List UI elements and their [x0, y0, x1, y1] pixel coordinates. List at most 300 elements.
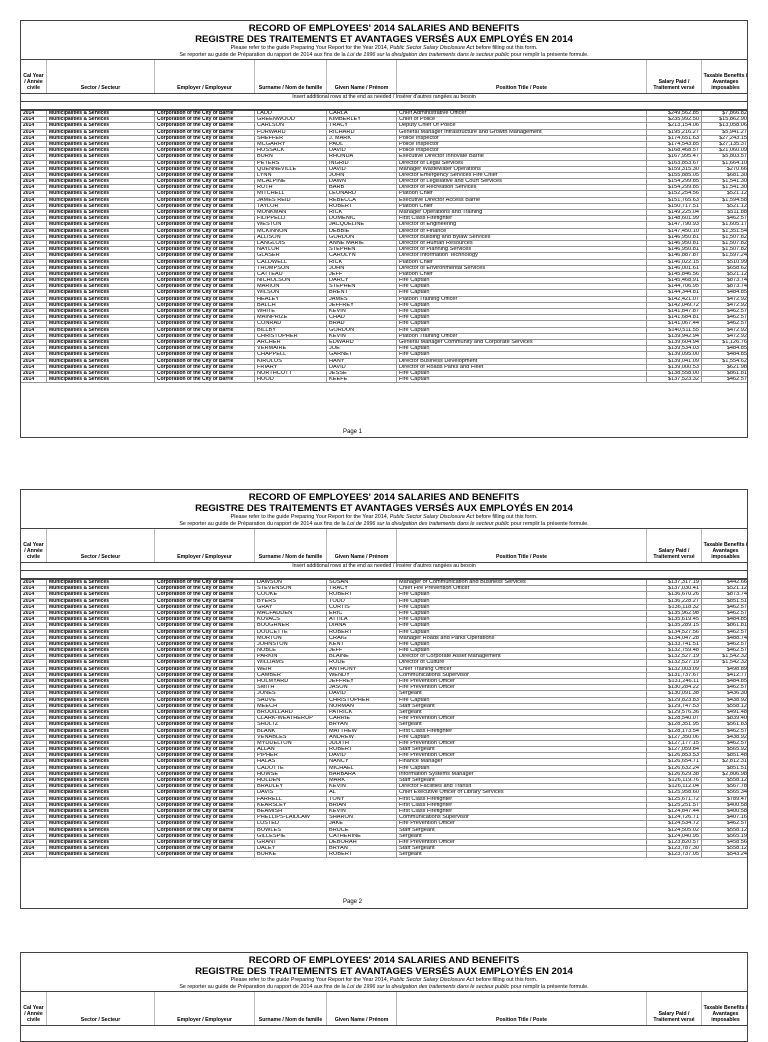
cell-year: 2014 [21, 377, 47, 382]
cell-salary: $126,632.24 [647, 766, 702, 771]
cell-given-name: JOHN [327, 173, 397, 178]
cell-given-name: CRAIG [327, 636, 397, 641]
cell-salary: $126,654.71 [647, 759, 702, 764]
cell-year: 2014 [21, 747, 47, 752]
cell-benefits: $851.51 [726, 765, 747, 771]
cell-sector: Municipalities & Services [47, 130, 155, 135]
cell-year: 2014 [21, 691, 47, 696]
table-row [21, 852, 747, 858]
cell-year: 2014 [21, 654, 47, 659]
cell-sector: Municipalities & Services [47, 371, 155, 376]
cell-employer: Corporation of the City of Barrie [155, 815, 255, 820]
cell-position: Fire Captain [397, 599, 647, 604]
cell-given-name: REBECCA [327, 198, 397, 203]
report-page-1 [20, 20, 748, 438]
cell-surname: LYNN [255, 173, 327, 178]
cell-salary: $167,995.47 [647, 154, 702, 159]
cell-given-name: ROBERT [327, 592, 397, 597]
cell-year: 2014 [21, 167, 47, 172]
cell-year: 2014 [21, 117, 47, 122]
cell-benefits: $1,542.32 [722, 654, 747, 660]
cell-surname: GRANT [255, 840, 327, 845]
cell-given-name: EDWARD [327, 340, 397, 345]
cell-year: 2014 [21, 846, 47, 851]
cell-position: Director of Planning Services [397, 247, 647, 252]
cell-employer: Corporation of the City of Barrie [155, 790, 255, 795]
cell-salary: $124,040.95 [647, 834, 702, 839]
guide-note-en: Please refer to the guide Preparing Your Report for the Year 2014, Public Sector Salary Disclosure Act before filling out this form. [230, 45, 538, 51]
cell-benefits: $521.12 [726, 586, 747, 592]
cell-surname: LUSTED [255, 821, 327, 826]
cell-position: Fire Captain [397, 328, 647, 333]
cell-benefits: $851.51 [726, 598, 747, 604]
cell-employer: Corporation of the City of Barrie [155, 334, 255, 339]
cell-employer: Corporation of the City of Barrie [155, 642, 255, 647]
cell-employer: Corporation of the City of Barrie [155, 834, 255, 839]
cell-salary: $142,049.72 [647, 303, 702, 308]
cell-position: Fire Captain [397, 321, 647, 326]
cell-salary: $135,962.98 [647, 611, 702, 616]
cell-sector: Municipalities & Services [47, 297, 155, 302]
cell-position: Fire Prevention Officer [397, 741, 647, 746]
cell-sector: Municipalities & Services [47, 803, 155, 808]
cell-sector: Municipalities & Services [47, 667, 155, 672]
cell-given-name: KEVIN [327, 334, 397, 339]
cell-employer: Corporation of the City of Barrie [155, 592, 255, 597]
cell-position: First Class Firefighter [397, 797, 647, 802]
cell-year: 2014 [21, 235, 47, 240]
cell-sector: Municipalities & Services [47, 654, 155, 659]
cell-employer: Corporation of the City of Barrie [155, 766, 255, 771]
cell-sector: Municipalities & Services [47, 136, 155, 141]
cell-salary: $213,154.06 [647, 123, 702, 128]
cell-benefits: $1,126.76 [722, 339, 747, 345]
cell-year: 2014 [21, 365, 47, 370]
cell-sector: Municipalities & Services [47, 303, 155, 308]
col-surname: Surname / Nom de famille [255, 60, 327, 93]
cell-given-name: LEONARD [327, 191, 397, 196]
cell-salary: $139,041.09 [647, 359, 702, 364]
col-given: Given Name / Prénom [327, 992, 397, 1025]
cell-sector: Municipalities & Services [47, 179, 155, 184]
cell-employer: Corporation of the City of Barrie [155, 117, 255, 122]
page-number: Page 2 [343, 899, 363, 905]
cell-position: Director Information Technology [397, 253, 647, 258]
cell-year: 2014 [21, 704, 47, 709]
cell-given-name: KENT [327, 642, 397, 647]
cell-sector: Municipalities & Services [47, 365, 155, 370]
cell-salary: $126,853.53 [647, 753, 702, 758]
column-headers [21, 991, 747, 1026]
cell-salary: $138,558.00 [647, 371, 702, 376]
cell-employer: Corporation of the City of Barrie [155, 272, 255, 277]
cell-benefits: $13,058.06 [719, 123, 747, 129]
cell-position: Fire Captain [397, 309, 647, 314]
cell-benefits: $438.92 [726, 734, 747, 740]
cell-given-name: DAVID [327, 753, 397, 758]
cell-year: 2014 [21, 722, 47, 727]
cell-given-name: JOHN [327, 266, 397, 271]
cell-position: Director of Recreation Services [397, 185, 647, 190]
cell-position: Fire Prevention Officer [397, 685, 647, 690]
cell-benefits: $1,664.10 [722, 160, 747, 166]
cell-salary: $146,887.87 [647, 253, 702, 258]
cell-given-name: SHARON [327, 815, 397, 820]
cell-year: 2014 [21, 352, 47, 357]
guide-note-fr: Se reporter au guide de Préparation du rapport de 2014 aux fins de la Loi de 1996 sur la divulgation des traitements dans le secteur public pour remplir la présente formule. [179, 984, 589, 990]
cell-employer: Corporation of the City of Barrie [155, 346, 255, 351]
cell-benefits: $851.48 [726, 753, 747, 759]
cell-sector: Municipalities & Services [47, 185, 155, 190]
cell-salary: $136,670.26 [647, 592, 702, 597]
cell-year: 2014 [21, 111, 47, 116]
cell-surname: SMITH [255, 685, 327, 690]
cell-employer: Corporation of the City of Barrie [155, 667, 255, 672]
cell-employer: Corporation of the City of Barrie [155, 321, 255, 326]
blank-row [21, 571, 747, 579]
cell-sector: Municipalities & Services [47, 766, 155, 771]
cell-employer: Corporation of the City of Barrie [155, 580, 255, 585]
col-surname: Surname / Nom de famille [255, 992, 327, 1025]
cell-salary: $146,950.81 [647, 241, 702, 246]
cell-position: Fire Captain [397, 611, 647, 616]
cell-salary: $154,299.85 [647, 179, 702, 184]
cell-benefits: $472.92 [726, 296, 747, 302]
cell-salary: $146,950.81 [647, 247, 702, 252]
cell-surname: GRAY [255, 605, 327, 610]
cell-salary: $146,950.81 [647, 235, 702, 240]
cell-employer: Corporation of the City of Barrie [155, 167, 255, 172]
cell-benefits: $484.85 [726, 352, 747, 358]
cell-surname: HOSSACK [255, 148, 327, 153]
cell-year: 2014 [21, 340, 47, 345]
cell-salary: $129,823.83 [647, 698, 702, 703]
cell-sector: Municipalities & Services [47, 247, 155, 252]
cell-benefits: $484.85 [726, 617, 747, 623]
cell-surname: VENABLES [255, 735, 327, 740]
cell-benefits: $789.47 [726, 796, 747, 802]
cell-position: Police Inspector [397, 136, 647, 141]
blank-row [21, 102, 747, 110]
cell-year: 2014 [21, 309, 47, 314]
cell-benefits: $561.83 [726, 722, 747, 728]
cell-surname: BURN [255, 154, 327, 159]
cell-position: Fire Prevention Officer [397, 679, 647, 684]
cell-employer: Corporation of the City of Barrie [155, 185, 255, 190]
cell-position: Sergeant [397, 710, 647, 715]
cell-year: 2014 [21, 260, 47, 265]
cell-salary: $126,629.38 [647, 772, 702, 777]
cell-surname: CHAPPELL [255, 352, 327, 357]
cell-year: 2014 [21, 210, 47, 215]
cell-surname: NICHOLSON [255, 278, 327, 283]
cell-salary: $141,067.44 [647, 321, 702, 326]
cell-surname: STEVENSON [255, 586, 327, 591]
cell-surname: HALAS [255, 759, 327, 764]
cell-year: 2014 [21, 586, 47, 591]
cell-position: Director of Legal Services [397, 161, 647, 166]
cell-benefits: $462.57 [726, 321, 747, 327]
cell-benefits: $270.66 [726, 166, 747, 172]
cell-benefits: $543.24 [726, 852, 747, 858]
cell-benefits: $27,135.37 [719, 141, 747, 147]
cell-given-name: AL [327, 790, 397, 795]
col-position: Position Title / Poste [397, 992, 647, 1025]
cell-sector: Municipalities & Services [47, 173, 155, 178]
cell-salary: $123,820.57 [647, 840, 702, 845]
cell-position: Platoon Chief [397, 260, 647, 265]
cell-given-name: BARB [327, 185, 397, 190]
cell-salary: $127,177.15 [647, 741, 702, 746]
cell-benefits: $1,554.62 [722, 358, 747, 364]
cell-year: 2014 [21, 611, 47, 616]
cell-benefits: $873.74 [726, 592, 747, 598]
cell-surname: KEARSLEY [255, 803, 327, 808]
cell-sector: Municipalities & Services [47, 241, 155, 246]
cell-salary: $124,534.72 [647, 821, 702, 826]
col-year: Cal Year / Année civile [21, 529, 47, 562]
cell-surname: PARKIN [255, 654, 327, 659]
cell-sector: Municipalities & Services [47, 840, 155, 845]
cell-sector: Municipalities & Services [47, 123, 155, 128]
cell-sector: Municipalities & Services [47, 272, 155, 277]
cell-position: Director of Corporate Asset Management [397, 654, 647, 659]
cell-salary: $132,527.19 [647, 654, 702, 659]
cell-employer: Corporation of the City of Barrie [155, 154, 255, 159]
cell-year: 2014 [21, 679, 47, 684]
cell-sector: Municipalities & Services [47, 759, 155, 764]
cell-given-name: BRENT [327, 290, 397, 295]
cell-sector: Municipalities & Services [47, 334, 155, 339]
cell-employer: Corporation of the City of Barrie [155, 809, 255, 814]
cell-sector: Municipalities & Services [47, 710, 155, 715]
cell-position: Fire Prevention Officer [397, 753, 647, 758]
cell-employer: Corporation of the City of Barrie [155, 654, 255, 659]
cell-position: Director of Engineering [397, 222, 647, 227]
cell-employer: Corporation of the City of Barrie [155, 586, 255, 591]
cell-surname: CHRISTOPHER [255, 334, 327, 339]
cell-employer: Corporation of the City of Barrie [155, 229, 255, 234]
cell-given-name: CARLA [327, 111, 397, 116]
cell-sector: Municipalities & Services [47, 321, 155, 326]
cell-benefits: $442.66 [726, 580, 747, 585]
cell-given-name: ANNE MARIE [327, 241, 397, 246]
cell-year: 2014 [21, 229, 47, 234]
cell-surname: BALCH [255, 303, 327, 308]
cell-given-name: DIANA [327, 623, 397, 628]
cell-employer: Corporation of the City of Barrie [155, 698, 255, 703]
cell-employer: Corporation of the City of Barrie [155, 797, 255, 802]
cell-position: Director of Human Resources [397, 241, 647, 246]
cell-sector: Municipalities & Services [47, 154, 155, 159]
cell-year: 2014 [21, 130, 47, 135]
cell-year: 2014 [21, 599, 47, 604]
cell-salary: $125,958.60 [647, 790, 702, 795]
report-title-fr: REGISTRE DES TRAITEMENTS ET AVANTAGES VERSÉS AUX EMPLOYÉS EN 2014 [195, 503, 573, 514]
table-body [21, 110, 747, 383]
cell-benefits: $484.85 [726, 290, 747, 296]
cell-year: 2014 [21, 716, 47, 721]
cell-given-name: DOMENIC [327, 216, 397, 221]
cell-salary: $136,118.32 [647, 605, 702, 610]
cell-position: Chief Training Officer [397, 667, 647, 672]
cell-surname: MITCHELL [255, 191, 327, 196]
cell-position: Information Systems Manager [397, 772, 647, 777]
cell-salary: $127,059.84 [647, 747, 702, 752]
cell-benefits: $21,060.09 [719, 148, 747, 154]
cell-surname: FILIPPELLI [255, 216, 327, 221]
cell-given-name: ANTHONY [327, 667, 397, 672]
cell-employer: Corporation of the City of Barrie [155, 852, 255, 857]
cell-surname: HOLMYARD [255, 679, 327, 684]
table-body [21, 579, 747, 858]
cell-position: General Manager Infrastructure and Growth Management [397, 130, 647, 135]
cell-position: Police Inspector [397, 148, 647, 153]
cell-position: First Class Firefighter [397, 216, 647, 221]
cell-given-name: BRIAN [327, 803, 397, 808]
cell-surname: MORTON [255, 636, 327, 641]
col-salary: Salary Paid / Traitement versé [647, 992, 702, 1025]
cell-given-name: MATTHEW [327, 729, 397, 734]
cell-given-name: JASON [327, 685, 397, 690]
cell-salary: $135,619.45 [647, 617, 702, 622]
cell-sector: Municipalities & Services [47, 191, 155, 196]
cell-position: Manager of Communication and Business Services [397, 580, 647, 585]
cell-surname: DAWSON [255, 580, 327, 585]
cell-position: Chief Executive Officer of Library Services [397, 790, 647, 795]
cell-employer: Corporation of the City of Barrie [155, 611, 255, 616]
cell-surname: BROUILLARD [255, 710, 327, 715]
cell-surname: VERMAIRE [255, 346, 327, 351]
col-position: Position Title / Poste [397, 60, 647, 93]
cell-surname: NAYLOR [255, 247, 327, 252]
cell-position: Director of Legislative and Court Services [397, 179, 647, 184]
cell-year: 2014 [21, 852, 47, 857]
cell-benefits: $407.16 [726, 815, 747, 821]
cell-year: 2014 [21, 797, 47, 802]
cell-surname: KIROLOS [255, 359, 327, 364]
cell-sector: Municipalities & Services [47, 204, 155, 209]
cell-employer: Corporation of the City of Barrie [155, 365, 255, 370]
cell-position: Staff Sergeant [397, 778, 647, 783]
cell-benefits: $5,803.57 [722, 154, 747, 160]
cell-year: 2014 [21, 179, 47, 184]
cell-benefits: $621.98 [726, 364, 747, 370]
cell-given-name: JESSE [327, 371, 397, 376]
cell-position: Fire Captain [397, 377, 647, 382]
cell-position: Sergeant [397, 852, 647, 857]
cell-salary: $123,787.30 [647, 846, 702, 851]
cell-sector: Municipalities & Services [47, 359, 155, 364]
report-title-en: RECORD OF EMPLOYEES' 2014 SALARIES AND BENEFITS [248, 492, 520, 503]
cell-employer: Corporation of the City of Barrie [155, 660, 255, 665]
cell-benefits: $2,812.31 [722, 759, 747, 765]
cell-surname: WESTON [255, 222, 327, 227]
cell-surname: FARRELL [255, 797, 327, 802]
cell-employer: Corporation of the City of Barrie [155, 623, 255, 628]
cell-given-name: NORMAN [327, 704, 397, 709]
cell-salary: $128,351.95 [647, 722, 702, 727]
cell-given-name: JACQUELINE [327, 222, 397, 227]
cell-sector: Municipalities & Services [47, 698, 155, 703]
col-sector: Sector / Secteur [47, 60, 155, 93]
cell-given-name: ATTILA [327, 617, 397, 622]
guide-note-en: Please refer to the guide Preparing Your Report for the Year 2014, Public Sector Salary Disclosure Act before filling out this form. [230, 514, 538, 520]
cell-benefits: $436.30 [726, 691, 747, 697]
cell-year: 2014 [21, 673, 47, 678]
cell-employer: Corporation of the City of Barrie [155, 377, 255, 382]
cell-given-name: BRYAN [327, 846, 397, 851]
cell-surname: PIPHER [255, 753, 327, 758]
cell-employer: Corporation of the City of Barrie [155, 253, 255, 258]
cell-given-name: MARK [327, 778, 397, 783]
cell-sector: Municipalities & Services [47, 229, 155, 234]
cell-salary: $163,853.67 [647, 161, 702, 166]
cell-salary: $130,284.22 [647, 685, 702, 690]
cell-benefits: $1,507.82 [722, 234, 747, 240]
cell-surname: DAVIS [255, 790, 327, 795]
cell-sector: Municipalities & Services [47, 747, 155, 752]
cell-sector: Municipalities & Services [47, 772, 155, 777]
cell-benefits: $462.57 [726, 377, 747, 383]
cell-given-name: RICK [327, 210, 397, 215]
col-position: Position Title / Poste [397, 529, 647, 562]
cell-position: First Class Firefighter [397, 729, 647, 734]
cell-sector: Municipalities & Services [47, 253, 155, 258]
cell-benefits: $484.85 [726, 679, 747, 684]
cell-sector: Municipalities & Services [47, 198, 155, 203]
cell-position: Chief of Police [397, 117, 647, 122]
cell-surname: HOLDEN [255, 778, 327, 783]
cell-sector: Municipalities & Services [47, 617, 155, 622]
cell-benefits: $484.85 [726, 346, 747, 352]
cell-sector: Municipalities & Services [47, 352, 155, 357]
cell-given-name: RICK [327, 260, 397, 265]
cell-surname: CAMBER [255, 673, 327, 678]
cell-salary: $133,741.51 [647, 642, 702, 647]
cell-employer: Corporation of the City of Barrie [155, 198, 255, 203]
cell-year: 2014 [21, 346, 47, 351]
cell-employer: Corporation of the City of Barrie [155, 266, 255, 271]
cell-position: Fire Captain [397, 766, 647, 771]
cell-year: 2014 [21, 321, 47, 326]
cell-sector: Municipalities & Services [47, 821, 155, 826]
cell-year: 2014 [21, 667, 47, 672]
cell-year: 2014 [21, 784, 47, 789]
cell-position: Fire Captain [397, 278, 647, 283]
cell-salary: $151,765.63 [647, 198, 702, 203]
cell-sector: Municipalities & Services [47, 216, 155, 221]
cell-given-name: CAROLYN [327, 253, 397, 258]
cell-benefits: $462.57 [726, 216, 747, 222]
cell-benefits: $462.57 [726, 604, 747, 610]
cell-benefits: $462.57 [726, 629, 747, 635]
cell-surname: THOMPSON [255, 266, 327, 271]
cell-surname: FORWARD [255, 130, 327, 135]
cell-position: Fire Captain [397, 352, 647, 357]
cell-surname: BOWLES [255, 828, 327, 833]
cell-benefits: $15,862.90 [719, 117, 747, 123]
col-benefits: Taxable Benefits / Avantages imposables [703, 542, 748, 560]
cell-position: Fire Prevention Officer [397, 840, 647, 845]
cell-employer: Corporation of the City of Barrie [155, 204, 255, 209]
cell-sector: Municipalities & Services [47, 148, 155, 153]
cell-salary: $139,000.53 [647, 365, 702, 370]
cell-employer: Corporation of the City of Barrie [155, 828, 255, 833]
cell-given-name: KEVIN [327, 309, 397, 314]
cell-given-name: PATRICK [327, 710, 397, 715]
cell-benefits: $472.92 [726, 327, 747, 333]
